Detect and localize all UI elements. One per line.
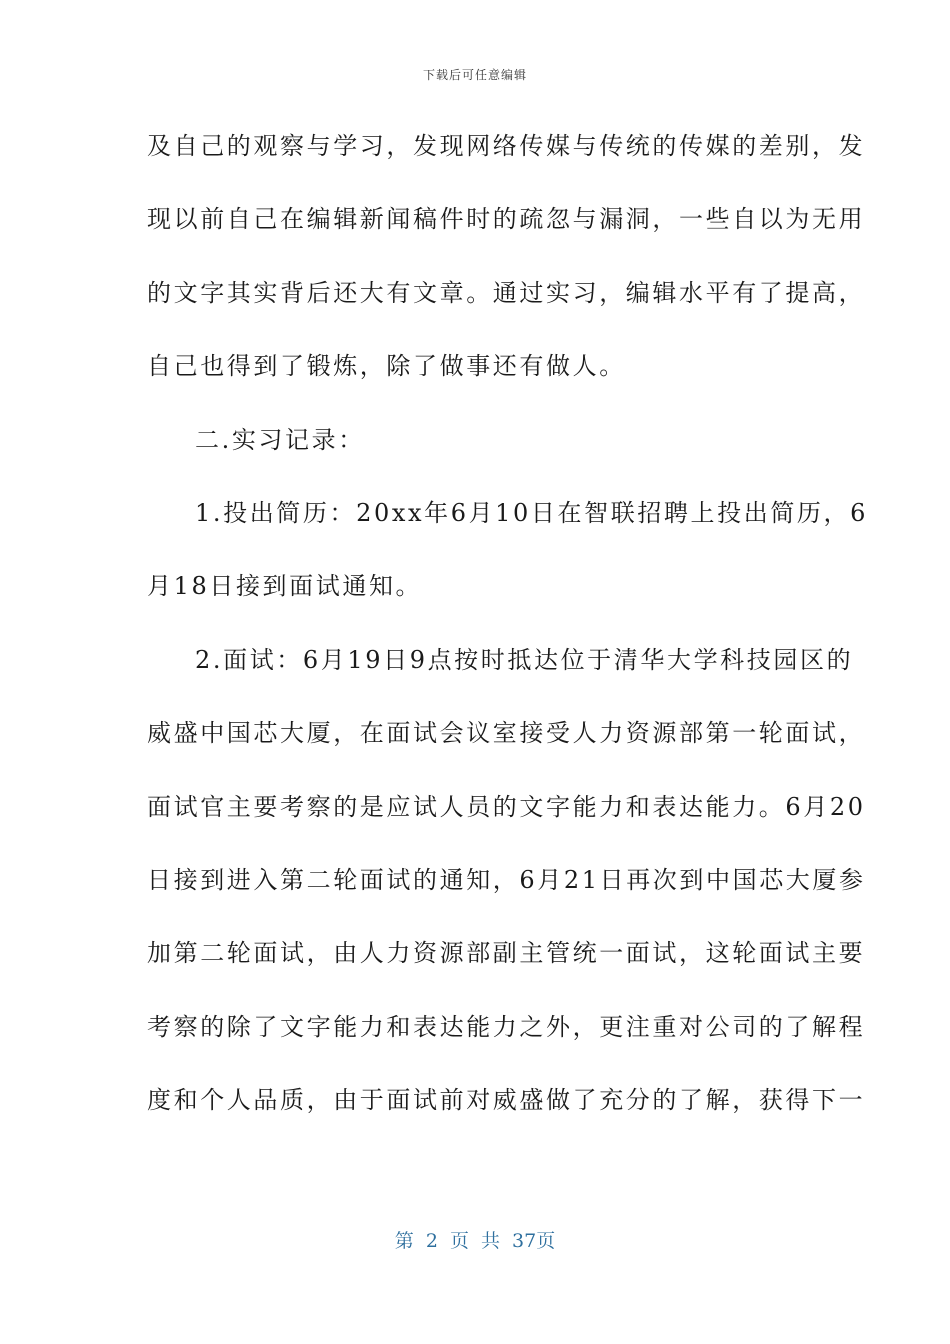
document-body bbox=[147, 120, 868, 1147]
body-line: 的文字其实背后还大有文章。通过实习，编辑水平有了提高， bbox=[147, 278, 866, 307]
body-line: 及自己的观察与学习，发现网络传媒与传统的传媒的差别，发 bbox=[147, 132, 866, 160]
body-line: 自己也得到了锻炼，除了做事还有做人。 bbox=[147, 352, 626, 381]
body-line: 面试官主要考察的是应试人员的文字能力和表达能力。6月20 bbox=[147, 792, 866, 821]
body-line: 威盛中国芯大厦，在面试会议室接受人力资源部第一轮面试， bbox=[147, 719, 866, 748]
body-line: 加第二轮面试，由人力资源部副主管统一面试，这轮面试主要 bbox=[147, 939, 866, 968]
list-item-start: 2.面试：6月19日9点按时抵达位于清华大学科技园区的 bbox=[195, 645, 854, 674]
body-line: 月18日接到面试通知。 bbox=[147, 572, 423, 601]
list-item-start: 1.投出简历：20xx年6月10日在智联招聘上投出简历，6 bbox=[195, 498, 868, 527]
section-heading: 二.实习记录： bbox=[195, 425, 365, 454]
page-number-footer: 第 2 页 共 37页 bbox=[394, 1230, 556, 1252]
body-line: 度和个人品质，由于面试前对威盛做了充分的了解，获得下一 bbox=[147, 1086, 866, 1115]
page-header: 下载后可任意编辑 bbox=[422, 68, 527, 82]
body-line: 日接到进入第二轮面试的通知，6月21日再次到中国芯大厦参 bbox=[147, 865, 866, 894]
body-line: 现以前自己在编辑新闻稿件时的疏忽与漏洞，一些自以为无用 bbox=[147, 205, 866, 234]
body-line: 考察的除了文字能力和表达能力之外，更注重对公司的了解程 bbox=[147, 1012, 866, 1041]
